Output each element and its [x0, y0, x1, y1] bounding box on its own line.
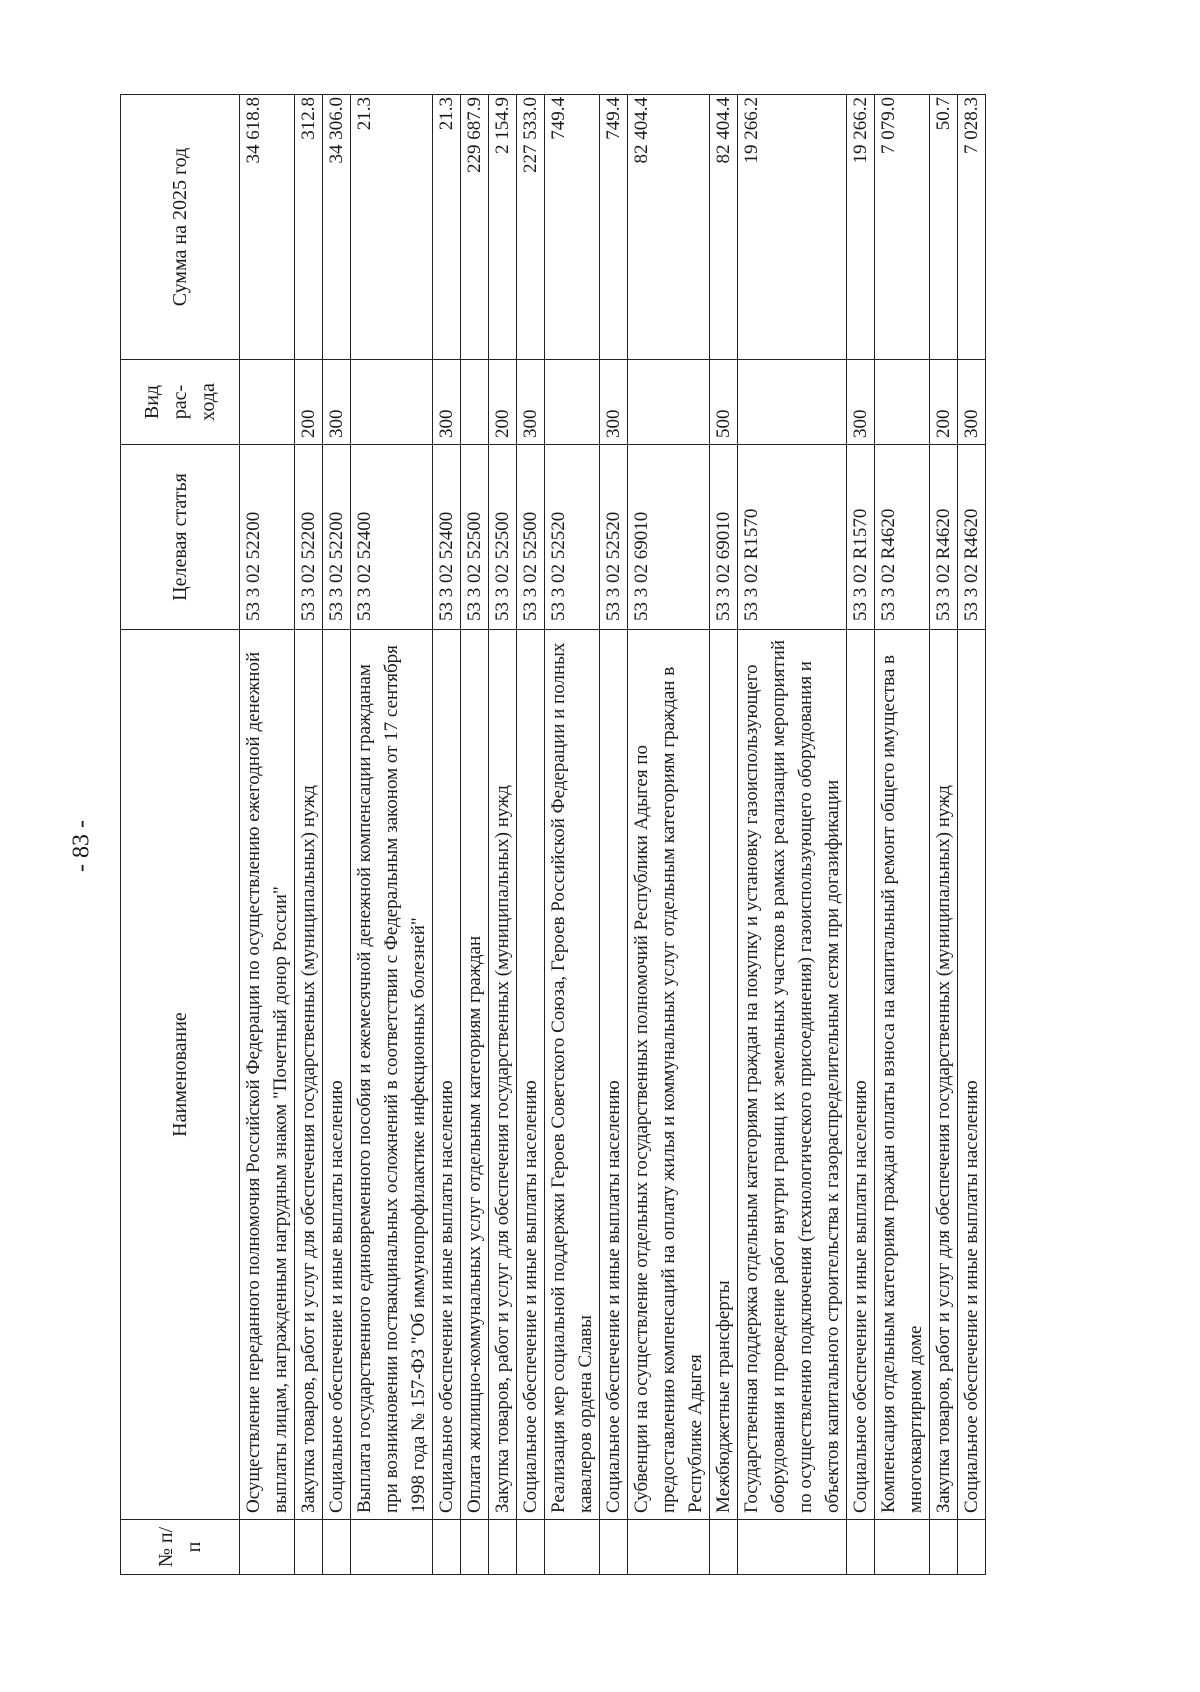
- cell-sum: 34 306.0: [323, 95, 351, 360]
- cell-num: [323, 1520, 351, 1575]
- cell-num: [461, 1520, 489, 1575]
- cell-vid: 300: [517, 360, 545, 445]
- table-row: [710, 95, 738, 1575]
- cell-sum: 7 028.3: [958, 95, 986, 360]
- cell-code: 53 3 02 R4620: [958, 445, 986, 630]
- cell-vid: [875, 360, 930, 445]
- table-header-row: [121, 95, 240, 1575]
- cell-name: Социальное обеспечение и иные выплаты населению: [958, 630, 986, 1520]
- cell-sum: 34 618.8: [240, 95, 295, 360]
- cell-name: Межбюджетные трансферты: [710, 630, 738, 1520]
- header-sum: Сумма на 2025 год: [121, 95, 240, 360]
- table-row: [295, 95, 323, 1575]
- cell-name: Социальное обеспечение и иные выплаты населению: [847, 630, 875, 1520]
- cell-code: 53 3 02 R1570: [847, 445, 875, 630]
- cell-num: [433, 1520, 461, 1575]
- cell-name: Государственная поддержка отдельным категориям граждан на покупку и установку газоиспользующего оборудования и проведение работ внутри границ их земельных участков в рамках реализации мероприятий по осуществлению подключения (технологического присоединения) газоиспользующего оборудования и объектов капитального строительства к газораспределительным сетям при догазификации: [738, 630, 847, 1520]
- cell-code: 53 3 02 52400: [433, 445, 461, 630]
- cell-num: [710, 1520, 738, 1575]
- header-vid: Вид рас- хода: [121, 360, 240, 445]
- cell-name: Социальное обеспечение и иные выплаты населению: [433, 630, 461, 1520]
- cell-vid: [351, 360, 433, 445]
- cell-name: Оплата жилищно-коммунальных услуг отдельным категориям граждан: [461, 630, 489, 1520]
- cell-code: 53 3 02 52200: [323, 445, 351, 630]
- cell-vid: 300: [433, 360, 461, 445]
- cell-name: Социальное обеспечение и иные выплаты населению: [600, 630, 628, 1520]
- cell-vid: [738, 360, 847, 445]
- cell-vid: 300: [600, 360, 628, 445]
- cell-name: Закупка товаров, работ и услуг для обеспечения государственных (муниципальных) нужд: [930, 630, 958, 1520]
- cell-sum: 749.4: [545, 95, 600, 360]
- cell-code: 53 3 02 52200: [295, 445, 323, 630]
- table-row: [600, 95, 628, 1575]
- cell-code: 53 3 02 52520: [545, 445, 600, 630]
- table-row: [461, 95, 489, 1575]
- cell-vid: [545, 360, 600, 445]
- cell-sum: 312.8: [295, 95, 323, 360]
- cell-code: 53 3 02 R4620: [875, 445, 930, 630]
- cell-sum: 227 533.0: [517, 95, 545, 360]
- header-num: № п/п: [121, 1520, 240, 1575]
- cell-num: [958, 1520, 986, 1575]
- cell-sum: 21.3: [351, 95, 433, 360]
- table-row: [240, 95, 295, 1575]
- table-row: [738, 95, 847, 1575]
- table-row: [517, 95, 545, 1575]
- cell-num: [240, 1520, 295, 1575]
- cell-vid: 200: [295, 360, 323, 445]
- cell-num: [600, 1520, 628, 1575]
- cell-name: Выплата государственного единовременного пособия и ежемесячной денежной компенсации гражданам при возникновении поствакцинальных осложнений в соответствии с Федеральным законом от 17 сентября 1998 года № 157-ФЗ "Об иммунопрофилактике инфекционных болезней": [351, 630, 433, 1520]
- cell-code: 53 3 02 52500: [517, 445, 545, 630]
- cell-num: [489, 1520, 517, 1575]
- cell-num: [930, 1520, 958, 1575]
- cell-vid: 200: [930, 360, 958, 445]
- cell-code: 53 3 02 69010: [710, 445, 738, 630]
- cell-vid: [240, 360, 295, 445]
- page-number: - 83 -: [68, 820, 95, 872]
- cell-num: [351, 1520, 433, 1575]
- cell-sum: 82 404.4: [710, 95, 738, 360]
- cell-code: 53 3 02 52520: [600, 445, 628, 630]
- table-row: [545, 95, 600, 1575]
- cell-sum: 21.3: [433, 95, 461, 360]
- cell-sum: 50.7: [930, 95, 958, 360]
- cell-code: 53 3 02 52500: [489, 445, 517, 630]
- cell-code: 53 3 02 52500: [461, 445, 489, 630]
- table-row: [930, 95, 958, 1575]
- cell-name: Осуществление переданного полномочия Российской Федерации по осуществлению ежегодной денежной выплаты лицам, награжденным нагрудным знаком "Почетный донор России": [240, 630, 295, 1520]
- cell-sum: 82 404.4: [628, 95, 710, 360]
- cell-name: Реализация мер социальной поддержки Героев Советского Союза, Героев Российской Федерации и полных кавалеров ордена Славы: [545, 630, 600, 1520]
- cell-code: 53 3 02 R4620: [930, 445, 958, 630]
- cell-code: 53 3 02 69010: [628, 445, 710, 630]
- cell-sum: 2 154.9: [489, 95, 517, 360]
- cell-vid: [461, 360, 489, 445]
- cell-vid: 300: [958, 360, 986, 445]
- cell-sum: 7 079.0: [875, 95, 930, 360]
- table-row: [628, 95, 710, 1575]
- cell-num: [875, 1520, 930, 1575]
- cell-num: [847, 1520, 875, 1575]
- table-row: [958, 95, 986, 1575]
- cell-sum: 19 266.2: [847, 95, 875, 360]
- cell-name: Закупка товаров, работ и услуг для обеспечения государственных (муниципальных) нужд: [295, 630, 323, 1520]
- budget-table-rotated: [120, 95, 1056, 1575]
- cell-vid: 500: [710, 360, 738, 445]
- table-row: [847, 95, 875, 1575]
- cell-vid: [628, 360, 710, 445]
- table-row: [433, 95, 461, 1575]
- header-name: Наименование: [121, 630, 240, 1520]
- cell-vid: 300: [323, 360, 351, 445]
- cell-num: [545, 1520, 600, 1575]
- cell-name: Закупка товаров, работ и услуг для обеспечения государственных (муниципальных) нужд: [489, 630, 517, 1520]
- cell-code: 53 3 02 52400: [351, 445, 433, 630]
- cell-sum: 749.4: [600, 95, 628, 360]
- cell-num: [738, 1520, 847, 1575]
- cell-vid: 200: [489, 360, 517, 445]
- cell-name: Социальное обеспечение и иные выплаты населению: [517, 630, 545, 1520]
- cell-sum: 19 266.2: [738, 95, 847, 360]
- cell-num: [628, 1520, 710, 1575]
- cell-name: Субвенции на осуществление отдельных государственных полномочий Республики Адыгея по предоставлению компенсаций на оплату жилья и коммунальных услуг отдельным категориям граждан в Республике Адыгея: [628, 630, 710, 1520]
- cell-sum: 229 687.9: [461, 95, 489, 360]
- cell-name: Компенсация отдельным категориям граждан оплаты взноса на капитальный ремонт общего имущества в многоквартирном доме: [875, 630, 930, 1520]
- cell-num: [295, 1520, 323, 1575]
- cell-code: 53 3 02 52200: [240, 445, 295, 630]
- cell-num: [517, 1520, 545, 1575]
- table-row: [351, 95, 433, 1575]
- cell-name: Социальное обеспечение и иные выплаты населению: [323, 630, 351, 1520]
- cell-code: 53 3 02 R1570: [738, 445, 847, 630]
- budget-table: [120, 94, 986, 1575]
- table-row: [875, 95, 930, 1575]
- table-row: [323, 95, 351, 1575]
- cell-vid: 300: [847, 360, 875, 445]
- table-row: [489, 95, 517, 1575]
- header-code: Целевая статья: [121, 445, 240, 630]
